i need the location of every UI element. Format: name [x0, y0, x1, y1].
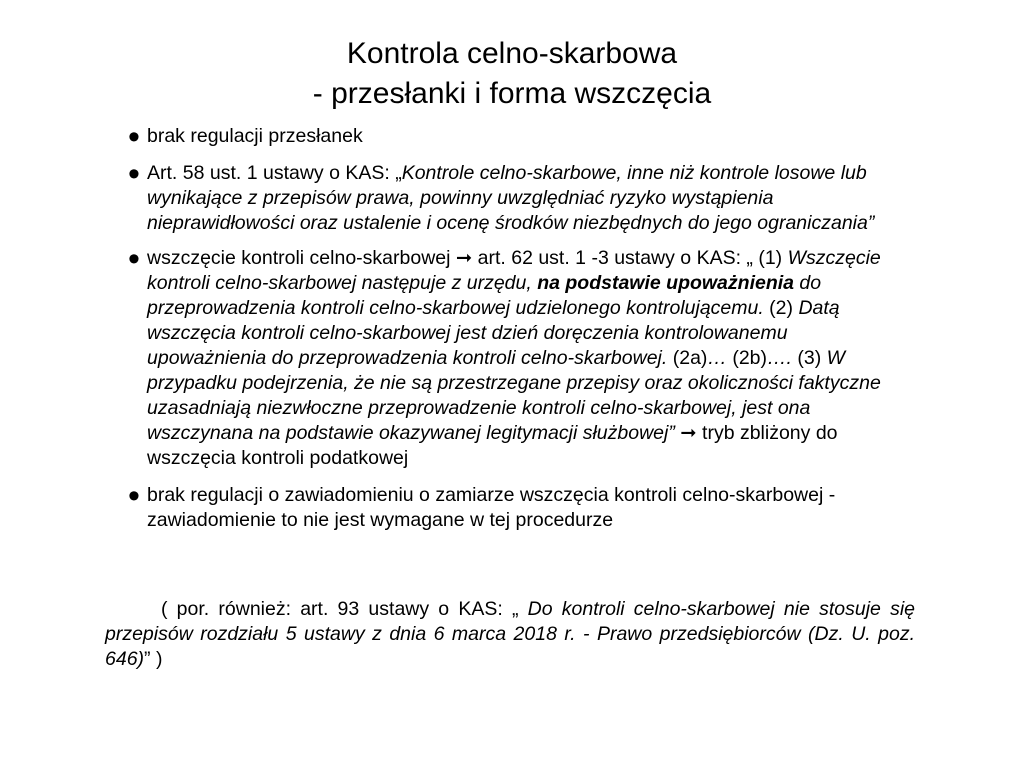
footnote	[105, 597, 915, 672]
arrow-icon: ➞	[680, 422, 697, 444]
quote-num-2: (2)	[763, 297, 799, 319]
bullet-text: brak regulacji o zawiadomieniu o zamiarze wszczęcia kontroli celno-skarbowej - zawiadomienie to nie jest wymagane w tej procedurze	[147, 484, 836, 531]
bullet-dot-icon: •	[128, 477, 140, 515]
quote-part-1: Wszczęcie kontroli celno-skarbowej następuje z urzędu,	[147, 247, 881, 294]
bullet-quote: Kontrole celno-skarbowe, inne niż kontrole losowe lub wynikające z przepisów prawa, powinny uwzględniać ryzyko wystąpienia nieprawidłowości oraz ustalenie i ocenę środków niezbędnych do jego ograniczania”	[147, 162, 875, 234]
bullet-text: brak regulacji przesłanek	[147, 125, 363, 147]
title-line-2: - przesłanki i forma wszczęcia	[312, 77, 712, 110]
quote-part-3: Datą wszczęcia kontroli celno-skarbowej jest dzień doręczenia kontrolowanemu upoważnienia do przeprowadzenia kontroli celno-skarbowej.	[147, 297, 840, 369]
title-line-1: Kontrola celno-skarbowa	[346, 37, 678, 70]
bullet-item-3	[128, 240, 908, 471]
bullet-dot-icon: •	[128, 118, 140, 156]
quote-part-4: …	[707, 347, 727, 369]
bullet-item-4	[128, 477, 908, 533]
bullet-dot-icon: •	[128, 240, 140, 278]
bullet-dot-icon: •	[128, 155, 140, 193]
note-tail: ” )	[144, 648, 163, 670]
bullet-ref: art. 62 ust. 1 -3 ustawy o KAS: „ (1)	[472, 247, 788, 269]
bullet-item-2	[128, 155, 908, 236]
slide-title	[200, 34, 824, 114]
quote-part-2: do przeprowadzenia kontroli celno-skarbowej udzielonego kontrolującemu.	[147, 272, 822, 319]
quote-part-5: ….	[767, 347, 792, 369]
bullet-tail: tryb zbliżony do wszczęcia kontroli podatkowej	[147, 422, 838, 469]
bullet-lead: Art. 58 ust. 1 ustawy o KAS: „	[147, 162, 402, 184]
quote-num-3: (3)	[791, 347, 827, 369]
quote-num-2b: (2b)	[726, 347, 768, 369]
quote-part-6: W przypadku podejrzenia, że nie są przestrzegane przepisy oraz okoliczności faktyczne uzasadniają niezwłoczne przeprowadzenie kontroli celno-skarbowej, jest ona wszczynana na podstawie okazywanej legitymacji służbowej”	[147, 347, 881, 444]
quote-bold: na podstawie upoważnienia	[537, 272, 795, 294]
quote-num-2a: (2a)	[667, 347, 708, 369]
bullet-item-1	[128, 118, 908, 156]
note-lead: ( por. również: art. 93 ustawy o KAS: „	[161, 598, 528, 620]
arrow-icon: ➞	[455, 247, 473, 269]
bullet-lead: wszczęcie kontroli celno-skarbowej	[147, 247, 451, 269]
bullet-list	[128, 118, 908, 543]
note-quote: Do kontroli celno-skarbowej nie stosuje się przepisów rozdziału 5 ustawy z dnia 6 marca 2018 r. - Prawo przedsiębiorców (Dz. U. poz. 646)	[105, 598, 915, 670]
